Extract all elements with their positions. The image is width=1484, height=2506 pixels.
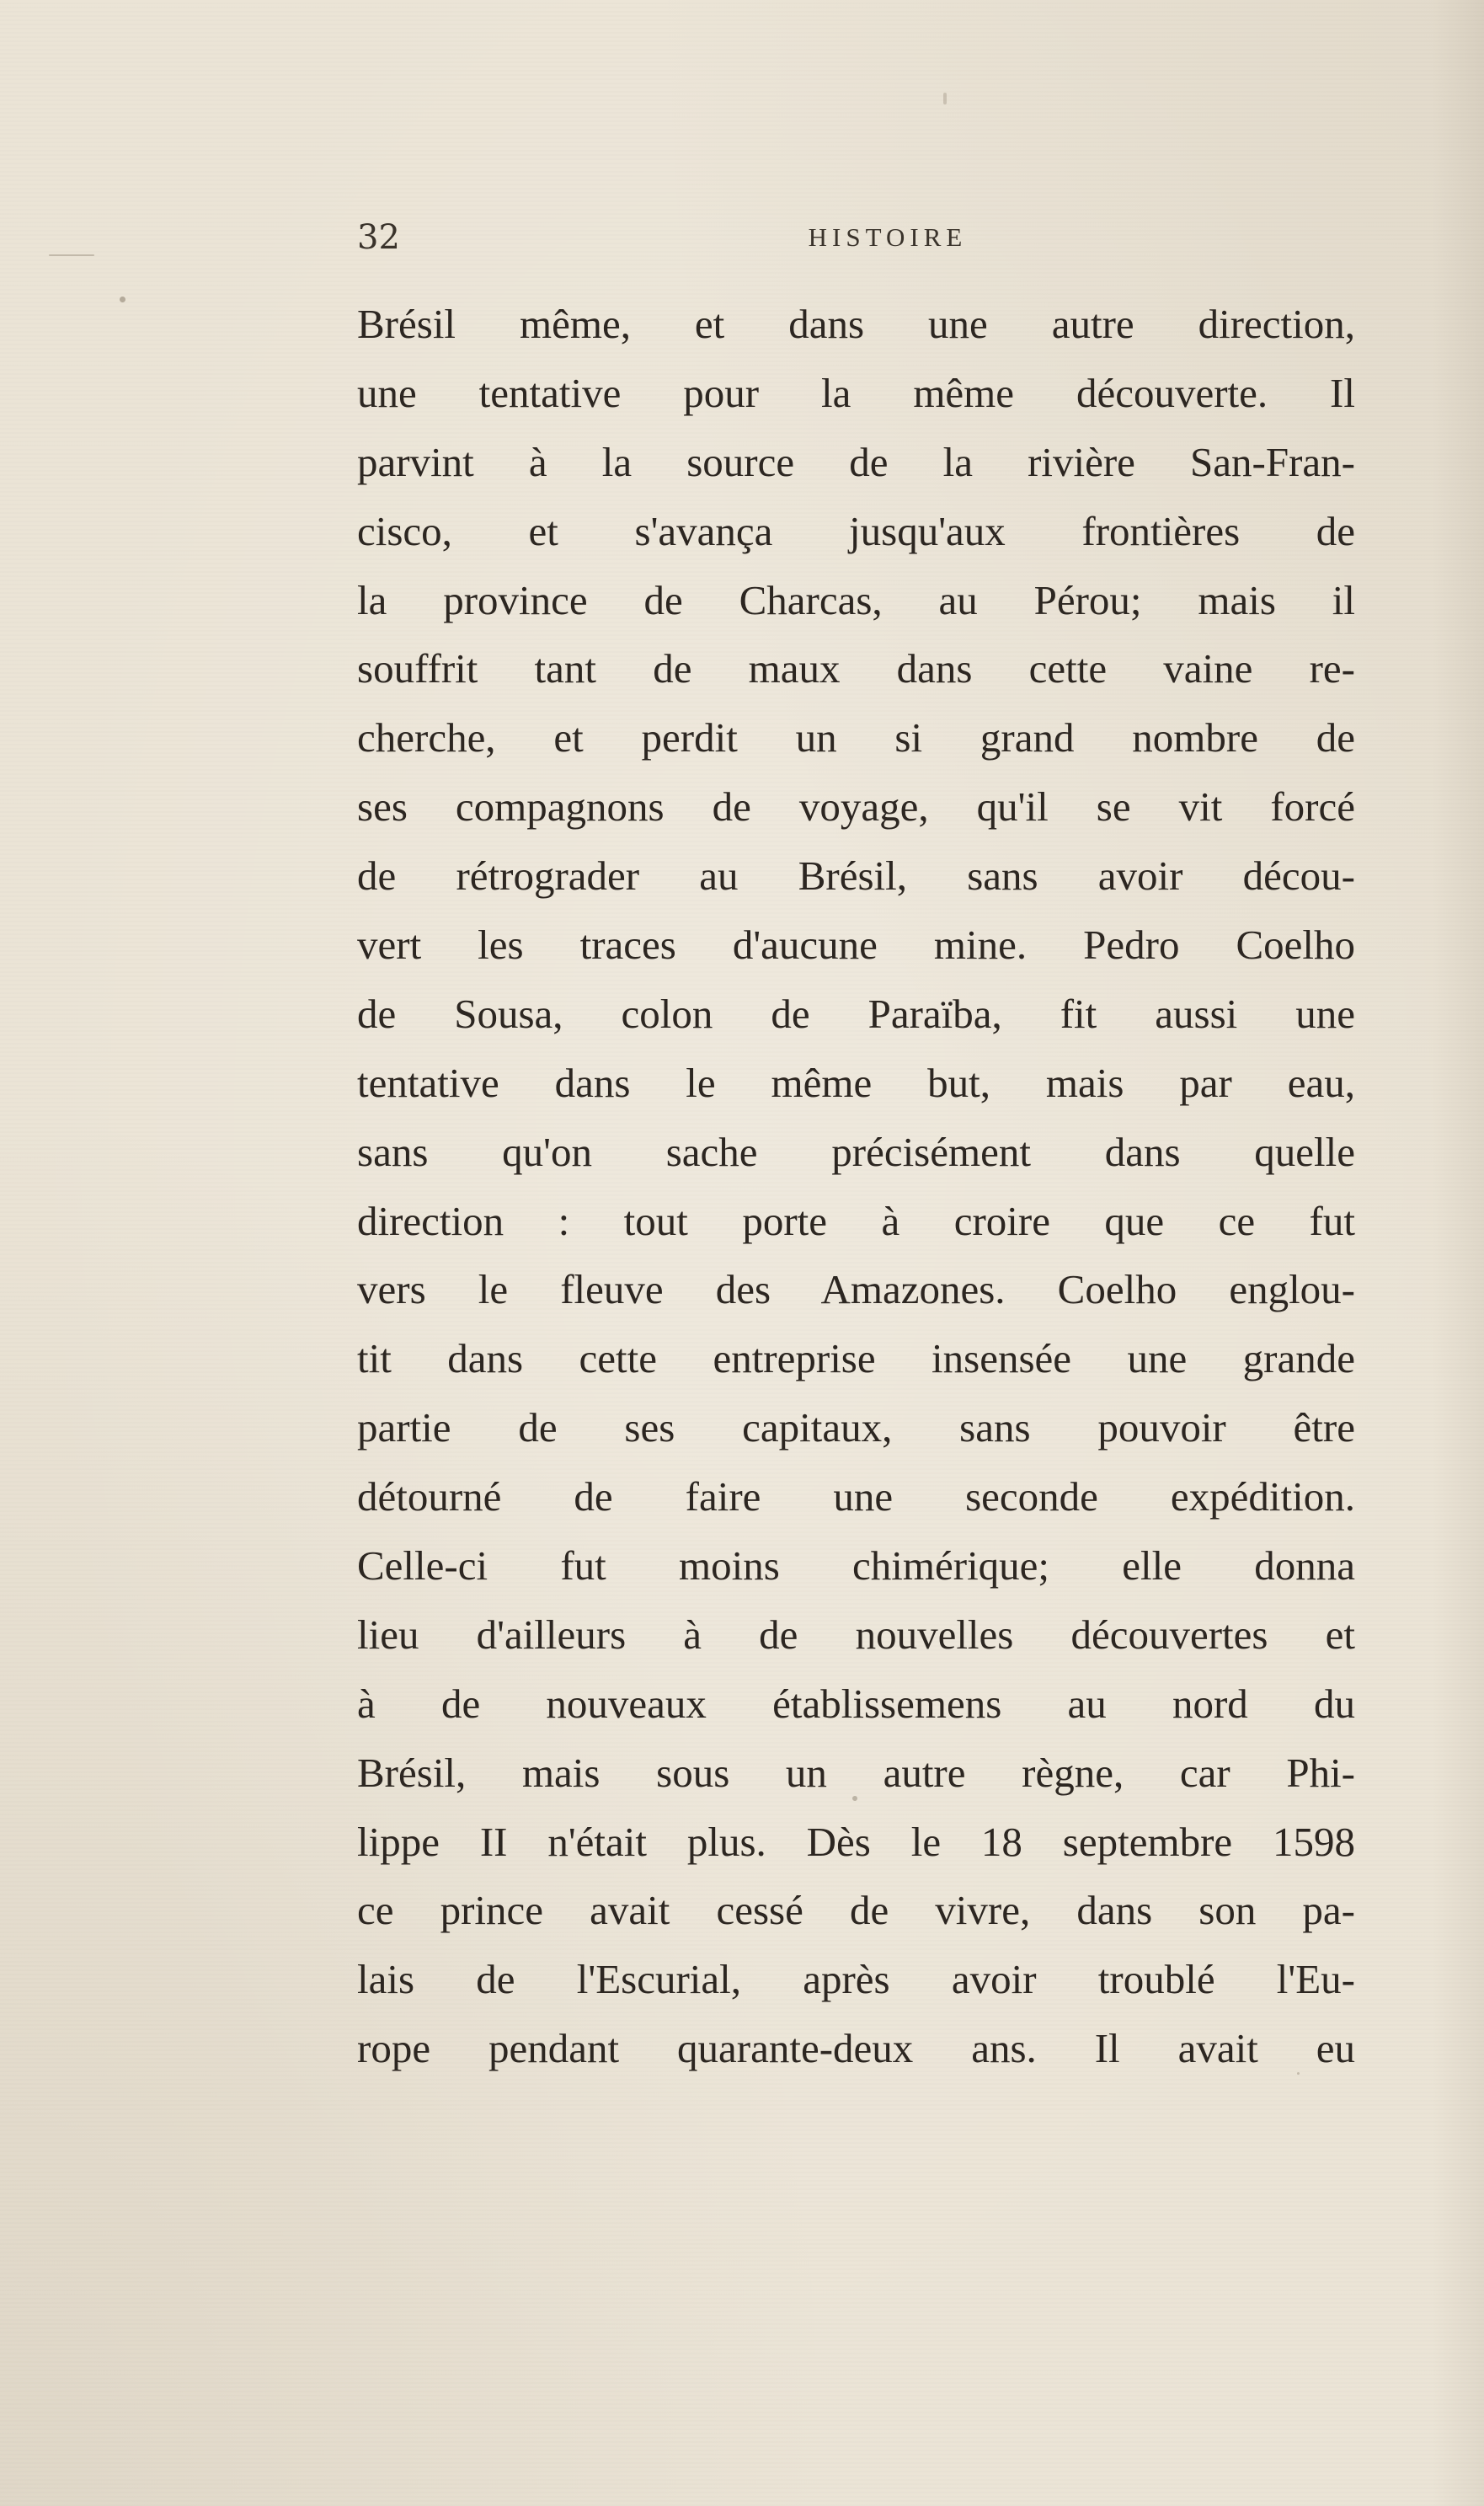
text-line: ce prince avait cessé de vivre, dans son pa- [357,1887,1355,1934]
text-line: souffrit tant de maux dans cette vaine re- [357,645,1355,692]
body-text [357,290,1355,2083]
text-line: une tentative pour la même découverte. Il [357,369,1355,416]
text-line: rope pendant quarante-deux ans. Il avait eu [357,2025,1355,2072]
text-line: de rétrograder au Brésil, sans avoir décou- [357,852,1355,900]
page-edge-shadow [1432,0,1484,2506]
text-line: Celle-ci fut moins chimérique; elle donna [357,1542,1355,1590]
text-line: vers le fleuve des Amazones. Coelho englou- [357,1266,1355,1313]
text-line: lais de l'Escurial, après avoir troublé l'Eu- [357,1956,1355,2003]
text-line: lieu d'ailleurs à de nouvelles découvertes et [357,1611,1355,1658]
text-line: la province de Charcas, au Pérou; mais il [357,576,1355,623]
text-line: parvint à la source de la rivière San-Fran- [357,438,1355,485]
text-line: lippe II n'était plus. Dès le 18 septembre 1598 [357,1818,1355,1865]
text-line: Brésil même, et dans une autre direction, [357,301,1355,347]
text-line: à de nouveaux établissemens au nord du [357,1680,1355,1727]
paper-speck [1297,2072,1300,2075]
text-line: sans qu'on sache précisément dans quelle [357,1128,1355,1175]
text-line: détourné de faire une seconde expédition. [357,1473,1355,1520]
paper-speck [49,254,94,256]
text-line: partie de ses capitaux, sans pouvoir être [357,1404,1355,1451]
paper-speck [943,93,947,104]
text-line: cherche, et perdit un si grand nombre de [357,714,1355,761]
paper-speck [852,1796,857,1801]
text-line: vert les traces d'aucune mine. Pedro Coelho [357,922,1355,969]
text-line: Brésil, mais sous un autre règne, car Phi- [357,1749,1355,1796]
text-line: de Sousa, colon de Paraïba, fit aussi une [357,990,1355,1037]
text-line: cisco, et s'avança jusqu'aux frontières de [357,507,1355,554]
paper-speck [120,297,125,302]
text-line: tentative dans le même but, mais par eau, [357,1059,1355,1106]
text-line: tit dans cette entreprise insensée une grande [357,1335,1355,1382]
page-number: 32 [357,218,400,257]
text-line: direction : tout porte à croire que ce fut [357,1197,1355,1244]
running-head [357,212,1355,263]
running-title: HISTOIRE [808,222,968,252]
text-line: ses compagnons de voyage, qu'il se vit forcé [357,783,1355,831]
